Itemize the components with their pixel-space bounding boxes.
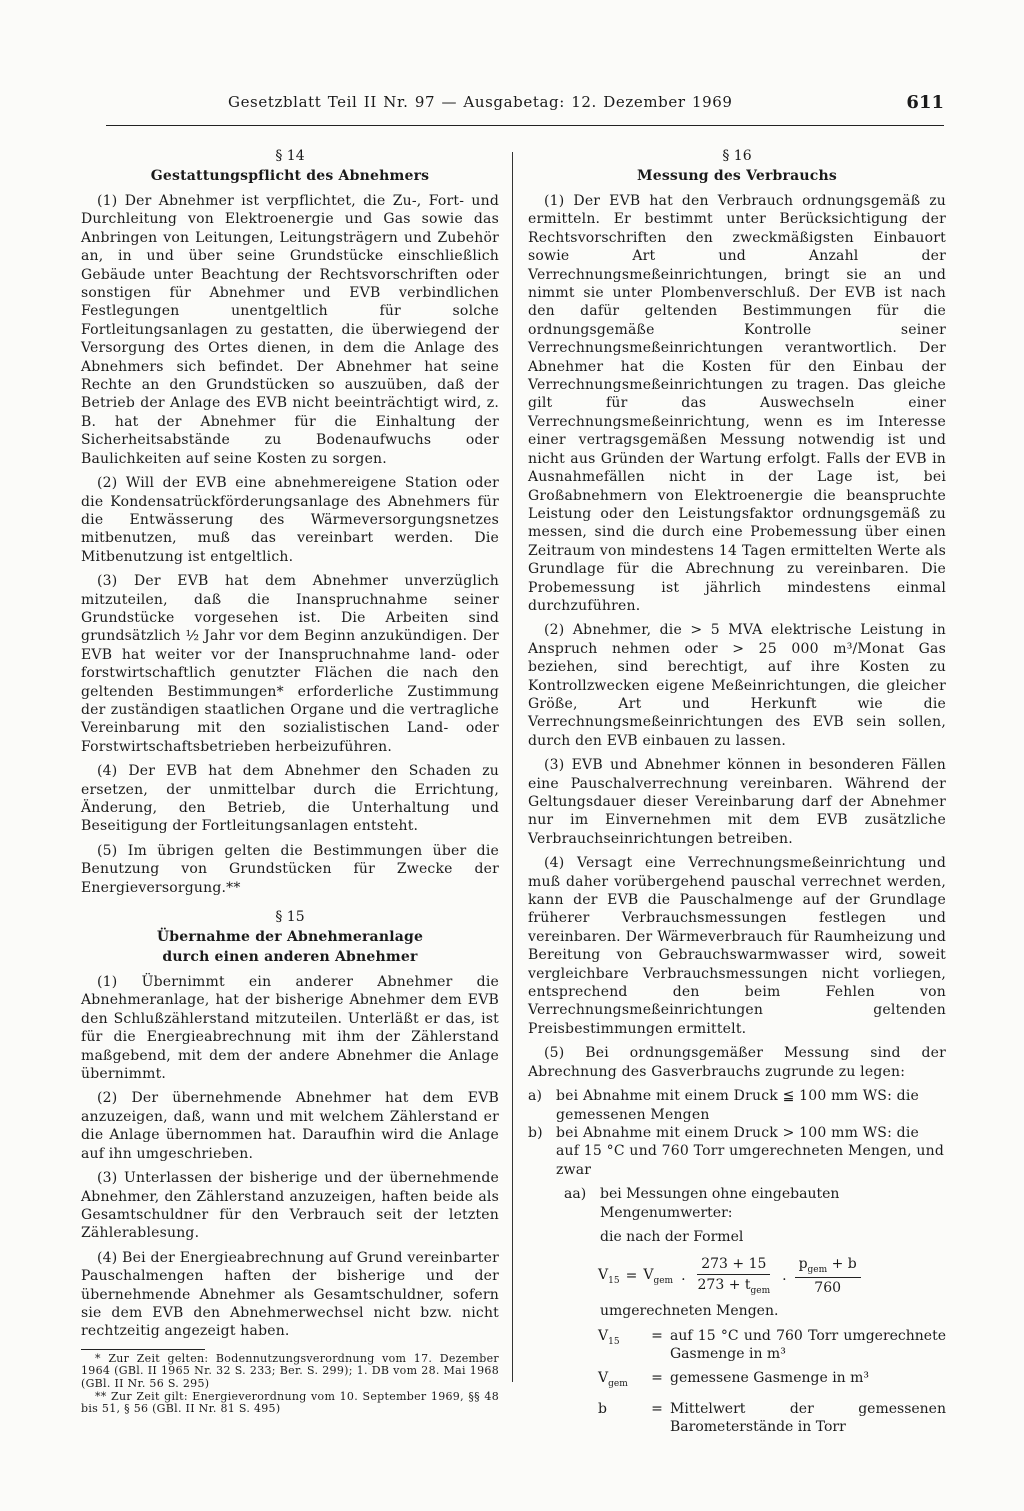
- fraction-pressure-numerator: $p_{gem} + b$: [795, 1256, 861, 1278]
- s14-paragraph-2: (2) Will der EVB eine abnehmereigene Station oder die Kondensatrückförderungsanlage des Abnehmers für die Entwässerung des Wärmeversorgungsnetzes mitbenutzen, muß das vereinbart werden. Die Mitbenutzung ist entgeltlich.: [81, 475, 499, 565]
- footnote-2: ** Zur Zeit gilt: Energieverordnung vom 10. September 1969, §§ 48 bis 51, § 56 (GBl. II Nr. 81 S. 495): [81, 1389, 499, 1416]
- definition-v15-text: auf 15 °C und 760 Torr umgerechnete Gasmenge in m³: [670, 1327, 946, 1362]
- list-item-a-label: a): [528, 1088, 543, 1105]
- section-15-number: § 15: [275, 909, 305, 926]
- list-item-aa-text: bei Messungen ohne eingebauten Mengenumwerter:: [600, 1186, 840, 1221]
- section-14-heading: Gestattungspflicht des Abnehmers: [150, 168, 430, 184]
- page-number: 611: [906, 92, 944, 113]
- definition-v15: $V_{15}$ = auf 15 °C und 760 Torr umgerechnete Gasmenge in m³: [598, 1327, 946, 1362]
- list-item-a-text: bei Abnahme mit einem Druck ≦ 100 mm WS: die gemessenen Mengen: [556, 1088, 919, 1123]
- running-title: Gesetzblatt Teil II Nr. 97 — Ausgabetag: 12. Dezember 1969: [228, 93, 733, 111]
- section-15-heading-line-1: Übernahme der Abnehmeranlage: [156, 929, 424, 946]
- s14-paragraph-5: (5) Im übrigen gelten die Bestimmungen über die Benutzung von Grundstücken für Zwecke der Energieversorgung.**: [81, 842, 499, 896]
- definition-b: b = Mittelwert der gemessenen Barometerstände in Torr: [598, 1400, 946, 1435]
- section-16-number: § 16: [722, 148, 752, 164]
- formula-fraction-pressure: [795, 1256, 861, 1296]
- s16-paragraph-5: (5) Bei ordnungsgemäßer Messung sind der Abrechnung des Gasverbrauchs zugrunde zu legen:: [528, 1045, 946, 1080]
- footnote-1: * Zur Zeit gelten: Bodennutzungsverordnung vom 17. Dezember 1964 (GBl. II 1965 Nr. 32 S. 233; Ber. S. 299); 1. DB vom 28. Mai 1968 (GBl. II Nr. 56 S. 295): [81, 1351, 499, 1390]
- s14-paragraph-4: (4) Der EVB hat dem Abnehmer den Schaden zu ersetzen, der unmittelbar durch die Errichtung, Änderung, den Betrieb, die Unterhaltung und Beseitigung der Fortleitungsanlagen entsteht.: [81, 763, 499, 835]
- formula-vgem: $V_{gem}$: [643, 1266, 674, 1286]
- fraction-pressure-denominator: 760: [814, 1280, 842, 1297]
- s15-paragraph-3: (3) Unterlassen der bisherige und der übernehmende Abnehmer, den Zählerstand anzuzeigen, haften beide als Gesamtschuldner für den Verbrauch seit der letzten Zählerablesung.: [81, 1170, 499, 1242]
- section-16-heading: Messung des Verbrauchs: [637, 168, 837, 184]
- formula-intro: die nach der Formel: [600, 1228, 744, 1245]
- s16-paragraph-1: (1) Der EVB hat den Verbrauch ordnungsgemäß zu ermitteln. Er bestimmt unter Berücksichtigung der Rechtsvorschriften den zweckmäßigsten Einbauort sowie Art und Anzahl der Verrechnungsmeßeinrichtungen, bringt sie an und nimmt sie unter Plombenverschluß. Der EVB ist nach den dafür geltenden Bestimmungen für die ordnungsgemäße Kontrolle seiner Verrechnungsmeßeinrichtungen verantwortlich. Der Abnehmer hat die Kosten für den Einbau der Verrechnungsmeßeinrichtungen zu tragen. Das gleiche gilt für das Auswechseln einer Verrechnungsmeßeinrichtung, wenn es im Interesse einer vertragsgemäßen Messung notwendig ist und nicht aus Gründen der Wartung erfolgt. Falls der EVB in Ausnahmefällen nicht in der Lage ist, bei Großabnehmern von Elektroenergie die beanspruchte Leistung oder den Leistungsfaktor ordnungsgemäß zu messen, sind die durch eine Probemessung über einen Zeitraum von mindestens 14 Tagen ermittelten Werte als Grundlage für die Abrechnung zu vereinbaren. Die Probemessung ist jährlich mindestens einmal durchzuführen.: [528, 193, 946, 614]
- definition-vgem-symbol: $V_{gem}$: [598, 1370, 628, 1390]
- s14-paragraph-1: (1) Der Abnehmer ist verpflichtet, die Zu-, Fort- und Durchleitung von Elektroenergie und Gas sowie das Anbringen von Leitungen, Leitungsträgern und Zubehör an, in und über seine Grundstücke einschließlich Gebäude unter Beachtung der Rechtsvorschriften oder sonstigen für Abnehmer und EVB verbindlichen Festlegungen unentgeltlich für solche Fortleitungsanlagen zu gestatten, die überwiegend der Versorgung des Ortes dienen, in dem die Anlage des Abnehmers sich befindet. Der Abnehmer hat seine Rechte an den Grundstücken so auszuüben, daß der Betrieb der Anlage des EVB nicht beeinträchtigt wird, z. B. hat der Abnehmer für die Einhaltung der Sicherheitsabstände zu Bodenaufwuchs oder Baulichkeiten auf seine Kosten zu sorgen.: [81, 193, 499, 467]
- definition-b-symbol: b: [598, 1400, 607, 1417]
- s15-paragraph-4: (4) Bei der Energieabrechnung auf Grund vereinbarter Pauschalmengen haften der bisherige und der übernehmende Abnehmer als Gesamtschuldner, sofern sie dem EVB den Abnehmerwechsel nicht bzw. nicht rechtzeitig angezeigt haben.: [81, 1249, 499, 1340]
- formula-dot-1: .: [681, 1268, 686, 1285]
- conversion-formula: [598, 1256, 946, 1296]
- fraction-temperature-denominator: $273 + t_{gem}$: [697, 1277, 771, 1297]
- left-column: [81, 146, 499, 1416]
- formula-equals: =: [625, 1268, 638, 1285]
- page-header: [106, 92, 944, 126]
- formula-lhs: $V_{15}$: [598, 1266, 620, 1286]
- section-14-number: § 14: [275, 148, 305, 164]
- list-item-aa-label: aa): [564, 1186, 587, 1203]
- s15-paragraph-2: (2) Der übernehmende Abnehmer hat dem EVB anzuzeigen, daß, wann und mit welchem Zählerstand er die Anlage übernommen hat. Daraufhin wird die Anlage auf ihn umgeschrieben.: [81, 1090, 499, 1162]
- column-divider: [512, 152, 513, 1382]
- definition-vgem-text: gemessene Gasmenge in m³: [670, 1370, 870, 1387]
- formula-outro: umgerechneten Mengen.: [600, 1303, 779, 1320]
- formula-dot-2: .: [782, 1268, 787, 1285]
- list-item-aa: [564, 1185, 946, 1222]
- s14-paragraph-3: (3) Der EVB hat dem Abnehmer unverzüglich mitzuteilen, daß die Inanspruchnahme seiner Grundstücke vorgesehen ist. Die Arbeiten sind grundsätzlich ½ Jahr vor dem Beginn anzukündigen. Der EVB hat weiter vor der Inanspruchnahme land- oder forstwirtschaftlich genutzter Flächen die nach den geltenden Bestimmungen* erforderliche Zustimmung der zuständigen staatlichen Organe und die vertragliche Vereinbarung mit den sozialistischen Land- oder Forstwirtschaftsbetrieben herbeizuführen.: [81, 573, 499, 755]
- footnote-rule: [81, 1349, 205, 1350]
- list-item-b-text: bei Abnahme mit einem Druck > 100 mm WS: die auf 15 °C und 760 Torr umgerechneten Mengen, und zwar: [556, 1124, 945, 1178]
- right-column: [528, 146, 946, 1436]
- s16-paragraph-2: (2) Abnehmer, die > 5 MVA elektrische Leistung in Anspruch nehmen oder > 25 000 m³/Monat Gas beziehen, sind berechtigt, auf ihre Kosten zu Kontrollzwecken eigene Meßeinrichtungen, die gleicher Größe, Art und Herkunft wie die Verrechnungsmeßeinrichtungen des EVB sein sollen, durch den EVB einbauen zu lassen.: [528, 622, 946, 749]
- s15-paragraph-1: (1) Übernimmt ein anderer Abnehmer die Abnehmeranlage, hat der bisherige Abnehmer dem EVB den Schlußzählerstand mitzuteilen. Unterläßt er das, ist für die Energieabrechnung mit ihm der Zählerstand maßgebend, mit dem der andere Abnehmer die Anlage übernimmt.: [81, 974, 499, 1083]
- list-item-a: [528, 1087, 946, 1124]
- definition-vgem: $V_{gem}$ = gemessene Gasmenge in m³: [598, 1369, 946, 1393]
- s16-paragraph-4: (4) Versagt eine Verrechnungsmeßeinrichtung und muß daher vorübergehend pauschal verrechnet werden, kann der EVB die Pauschalmenge auf der Grundlage früherer Verbrauchsmessungen festlegen und vereinbaren. Der Wärmeverbrauch für Raumheizung und Bereitung von Gebrauchswarmwasser wird, soweit vergleichbare Verbrauchsmessungen nicht vorliegen, entsprechend den beim Fehlen von Verrechnungsmeßeinrichtungen geltenden Preisbestimmungen ermittelt.: [528, 855, 946, 1037]
- list-item-b-label: b): [528, 1124, 543, 1141]
- s16-paragraph-3: (3) EVB und Abnehmer können in besonderen Fällen eine Pauschalverrechnung vereinbaren. Während der Geltungsdauer dieser Vereinbarung darf der Abnehmer nur im Einvernehmen mit dem EVB zusätzliche Verbrauchseinrichtungen betreiben.: [528, 757, 946, 847]
- section-15-heading-line-2: durch einen anderen Abnehmer: [162, 949, 418, 966]
- definition-v15-symbol: $V_{15}$: [598, 1327, 620, 1347]
- fraction-temperature-numerator: 273 + 15: [697, 1256, 770, 1275]
- formula-fraction-temperature: [694, 1256, 775, 1296]
- definition-b-text: Mittelwert der gemessenen Barometerstände in Torr: [670, 1400, 946, 1435]
- list-item-b: [528, 1124, 946, 1179]
